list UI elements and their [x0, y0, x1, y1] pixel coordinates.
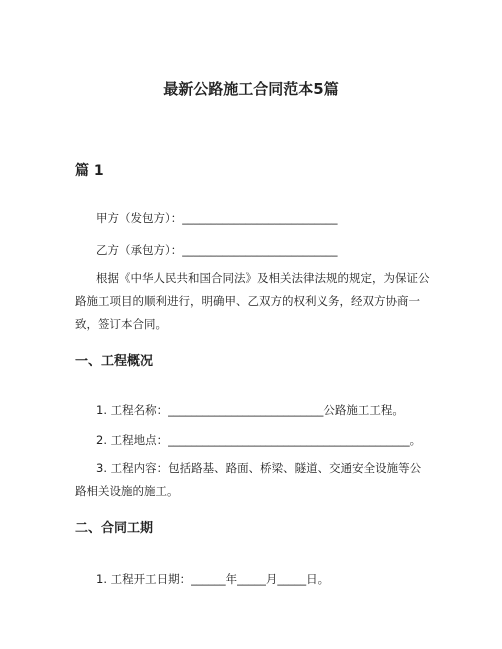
chapter2-heading: 二、合同工期 — [75, 521, 154, 536]
chapter1-heading: 一、工程概况 — [75, 354, 154, 369]
item-project-location: 2. 工程地点：__________________________________________。 — [96, 433, 422, 447]
item-project-name: 1. 工程名称：___________________________公路施工工程。 — [96, 403, 404, 417]
section-heading: 篇 1 — [75, 163, 104, 179]
item-start-date: 1. 工程开工日期：______年_____月_____日。 — [96, 572, 330, 586]
party-b-line: 乙方（承包方）：___________________________ — [96, 243, 338, 257]
party-a-line: 甲方（发包方）：___________________________ — [96, 211, 338, 225]
document-title: 最新公路施工合同范本5篇 — [163, 80, 339, 98]
item-project-content: 3. 工程内容：包括路基、路面、桥梁、隧道、交通安全设施等公路相关设施的施工。 — [75, 461, 422, 498]
intro-paragraph: 根据《中华人民共和国合同法》及相关法律法规的规定，为保证公路施工项目的顺利进行，明确甲、乙双方的权利义务，经双方协商一致，签订本合同。 — [75, 271, 430, 331]
